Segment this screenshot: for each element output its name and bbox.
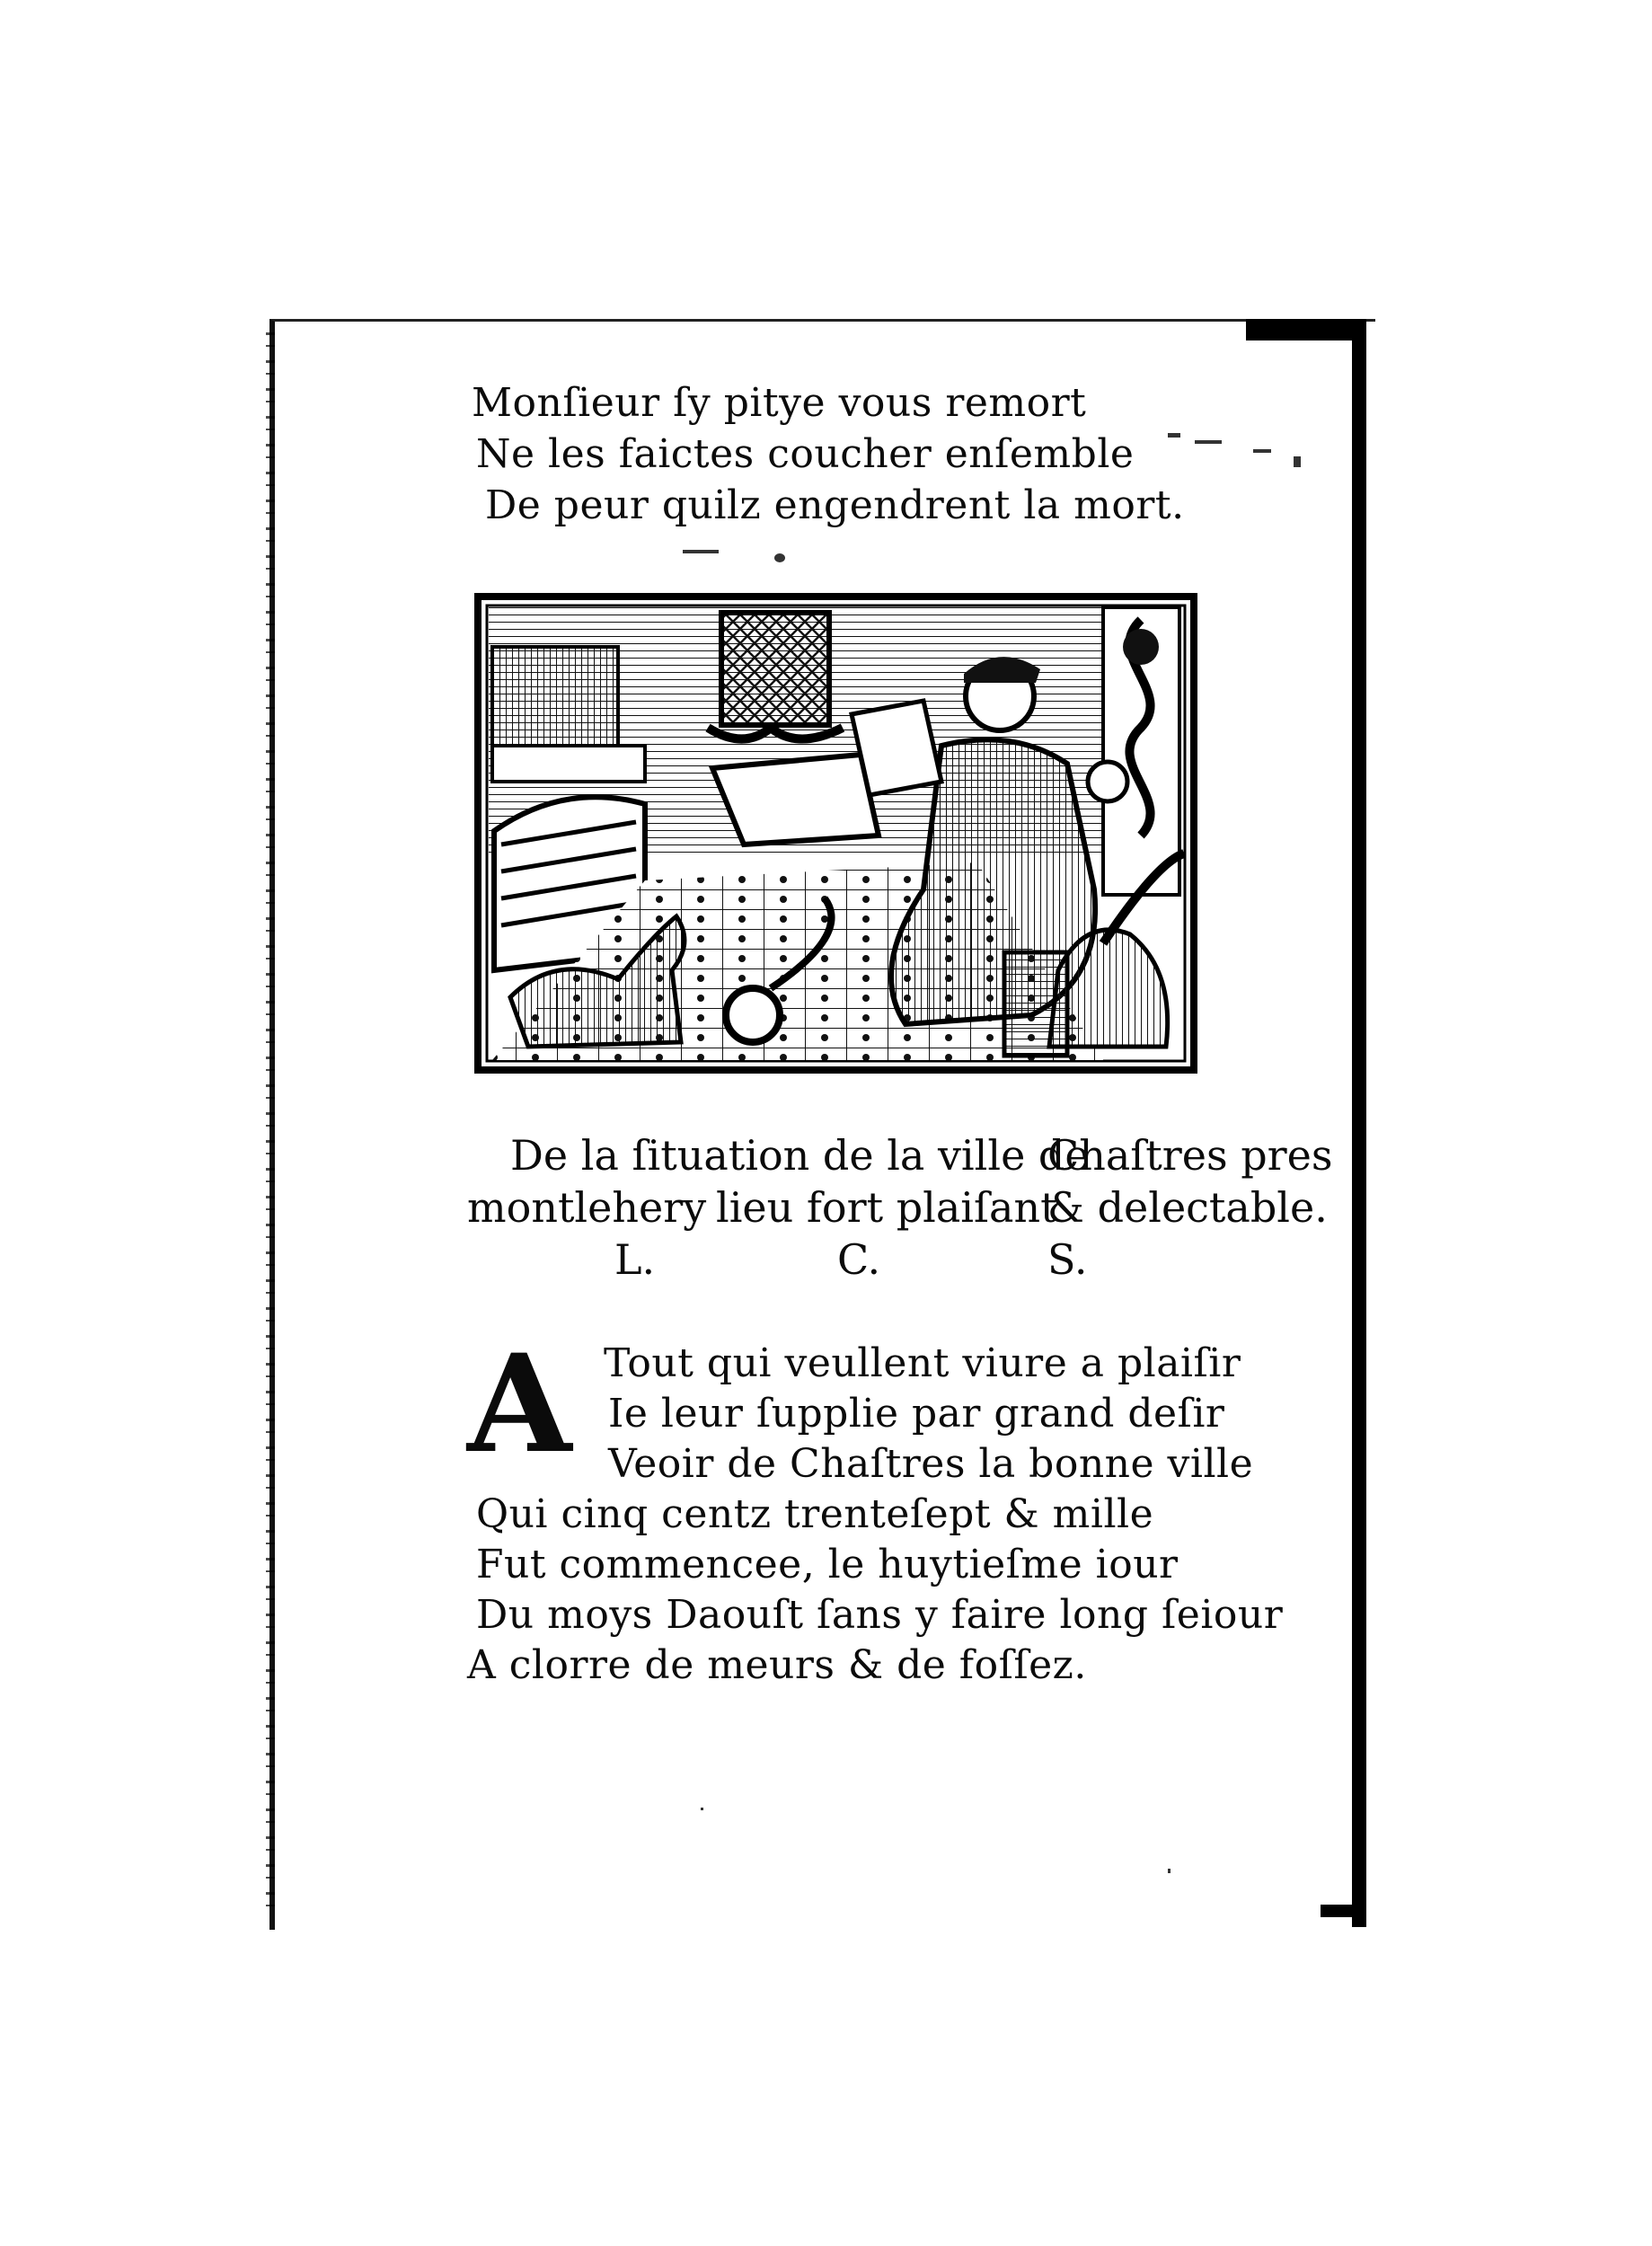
print-speck bbox=[683, 550, 719, 553]
print-speck bbox=[1195, 440, 1222, 444]
page-left-binding bbox=[266, 332, 275, 1914]
print-speck bbox=[1294, 456, 1301, 467]
print-speck bbox=[701, 1808, 703, 1810]
print-speck bbox=[1168, 433, 1180, 438]
heading-line-2-col-3: & delectable. bbox=[1047, 1183, 1328, 1232]
heading-initial-c: C. bbox=[837, 1235, 881, 1284]
print-speck bbox=[1168, 1869, 1171, 1873]
body-line-2: Ie leur ſupplie par grand deſir bbox=[608, 1391, 1225, 1437]
heading-line-2-col-1: montlehery bbox=[467, 1183, 707, 1232]
body-line-6: Du moys Daouſt ſans y faire long ſeiour bbox=[476, 1592, 1284, 1638]
verse-top-line-2: Ne les faictes coucher enſemble bbox=[476, 431, 1135, 477]
heading-line-2-col-2: lieu fort plaiſant bbox=[716, 1183, 1057, 1232]
verse-top-line-1: Monſieur ſy pitye vous remort bbox=[472, 380, 1087, 426]
page-bottom-edge bbox=[1321, 1905, 1366, 1917]
print-speck bbox=[1253, 449, 1271, 453]
page-corner-tab bbox=[1246, 319, 1366, 340]
heading-line-1-col-1: De la ſituation de la ville de bbox=[510, 1131, 1090, 1180]
woodcut-illustration bbox=[474, 593, 1197, 1074]
heading-line-1-col-2: Chaſtres pres bbox=[1047, 1131, 1333, 1180]
body-line-7: A clorre de meurs & de foſſez. bbox=[467, 1642, 1087, 1688]
body-line-3: Veoir de Chaſtres la bonne ville bbox=[608, 1441, 1254, 1487]
body-line-5: Fut commencee, le huytieſme iour bbox=[476, 1542, 1179, 1587]
heading-initial-l: L. bbox=[614, 1235, 656, 1284]
body-line-1: Tout qui veullent viure a plaiſir bbox=[604, 1340, 1241, 1386]
page-right-edge bbox=[1352, 319, 1366, 1927]
drop-cap: A bbox=[467, 1325, 572, 1483]
heading-initial-s: S. bbox=[1047, 1235, 1088, 1284]
print-speck bbox=[774, 553, 785, 562]
verse-top-line-3: De peur quilz engendrent la mort. bbox=[485, 482, 1185, 528]
body-line-4: Qui cinq centz trenteſept & mille bbox=[476, 1491, 1154, 1537]
